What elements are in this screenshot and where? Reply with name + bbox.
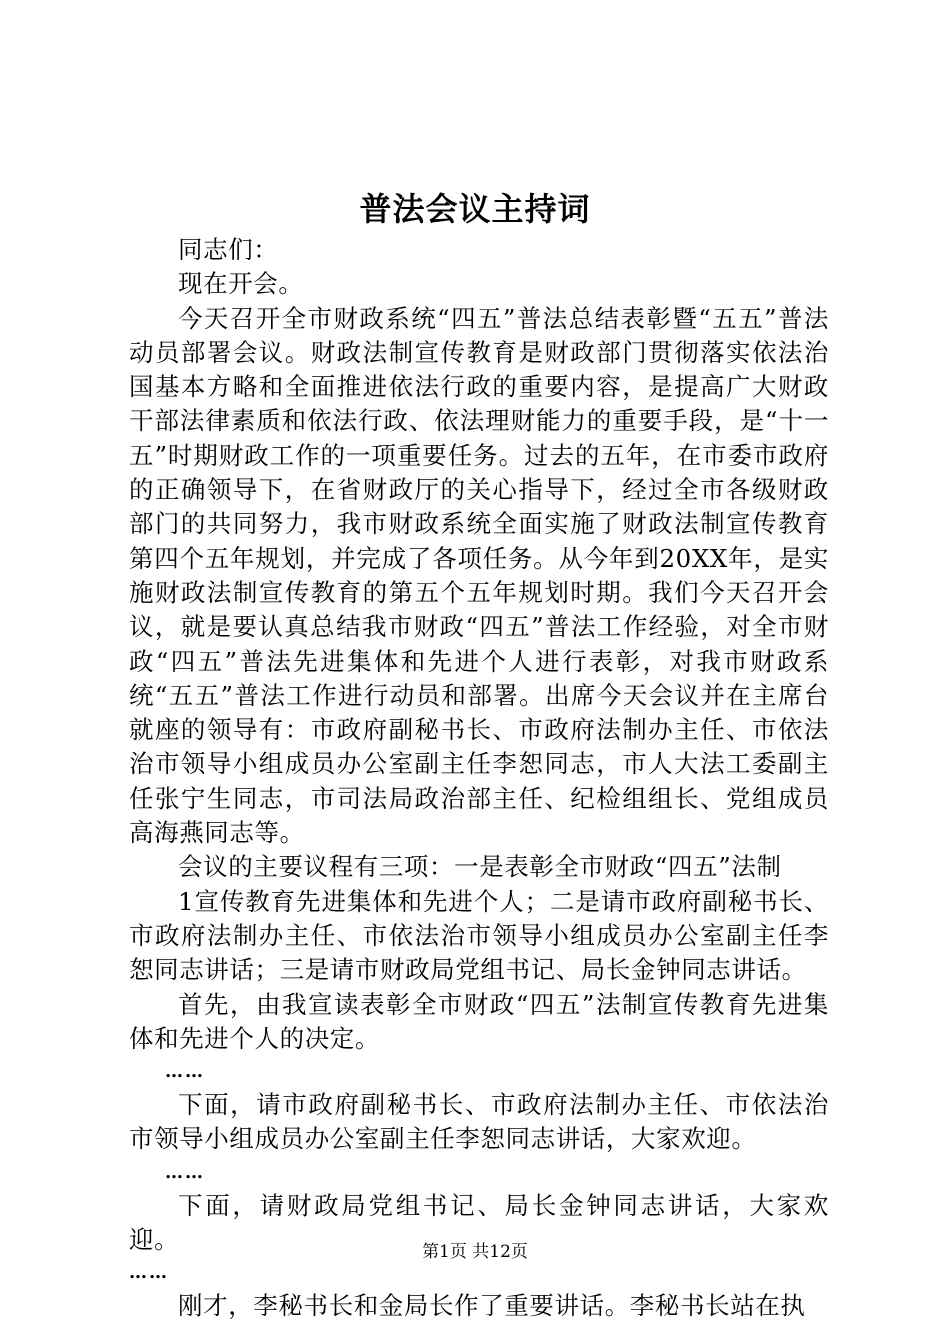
- paragraph-greeting: 同志们：: [178, 235, 279, 264]
- paragraph-opening: 现在开会。: [178, 269, 304, 299]
- paragraph-introduction: 今天召开全市财政系统“四五”普法总结表彰暨“五五”普法动员部署会议。财政法制宣传教育是财政部门贯彻落实依法治国基本方略和全面推进依法行政的重要内容，是提高广大财政干部法律素质和依法行政、依法理财能力的重要手段，是“十一五”时期财政工作的一项重要任务。过去的五年，在市委市政府的正确领导下，在省财政厅的关心指导下，经过全市各级财政部门的共同努力，我市财政系统全面实施了财政法制宣传教育第四个五年规划，并完成了各项任务。从今年到20XX年，是实施财政法制宣传教育的第五个五年规划时期。我们今天召开会议，就是要认真总结我市财政“四五”普法工作经验，对全市财政“四五”普法先进集体和先进个人进行表彰，对我市财政系统“五五”普法工作进行动员和部署。出席今天会议并在主席台就座的领导有：市政府副秘书长、市政府法制办主任、市依法治市领导小组成员办公室副主任李恕同志，市人大法工委副主任张宁生同志，市司法局政治部主任、纪检组组长、党组成员高海燕同志等。: [129, 303, 829, 848]
- ellipsis-1: ……: [165, 1061, 205, 1083]
- document-body: [129, 233, 829, 1324]
- paragraph-agenda: 会议的主要议程有三项：一是表彰全市财政“四五”法制: [178, 852, 782, 882]
- document-title: 普法会议主持词: [359, 190, 591, 228]
- paragraph-closing: 刚才，李秘书长和金局长作了重要讲话。李秘书长站在执: [178, 1291, 806, 1321]
- ellipsis-3: ……: [129, 1262, 169, 1284]
- paragraph-speaker-1: 下面，请市政府副秘书长、市政府法制办主任、市依法治市领导小组成员办公室副主任李恕同志讲话，大家欢迎。: [129, 1090, 829, 1154]
- paragraph-agenda-continued: 1宣传教育先进集体和先进个人；二是请市政府副秘书长、市政府法制办主任、市依法治市领导小组成员办公室副主任李恕同志讲话；三是请市财政局党组书记、局长金钟同志讲话。: [129, 886, 829, 985]
- paragraph-speaker-2: 下面，请财政局党组书记、局长金钟同志讲话，大家欢迎。: [129, 1190, 829, 1255]
- paragraph-first-item: 首先，由我宣读表彰全市财政“四五”法制宣传教育先进集体和先进个人的决定。: [129, 989, 829, 1053]
- ellipsis-2: ……: [165, 1161, 205, 1183]
- page-footer: 第1页 共12页: [422, 1242, 528, 1262]
